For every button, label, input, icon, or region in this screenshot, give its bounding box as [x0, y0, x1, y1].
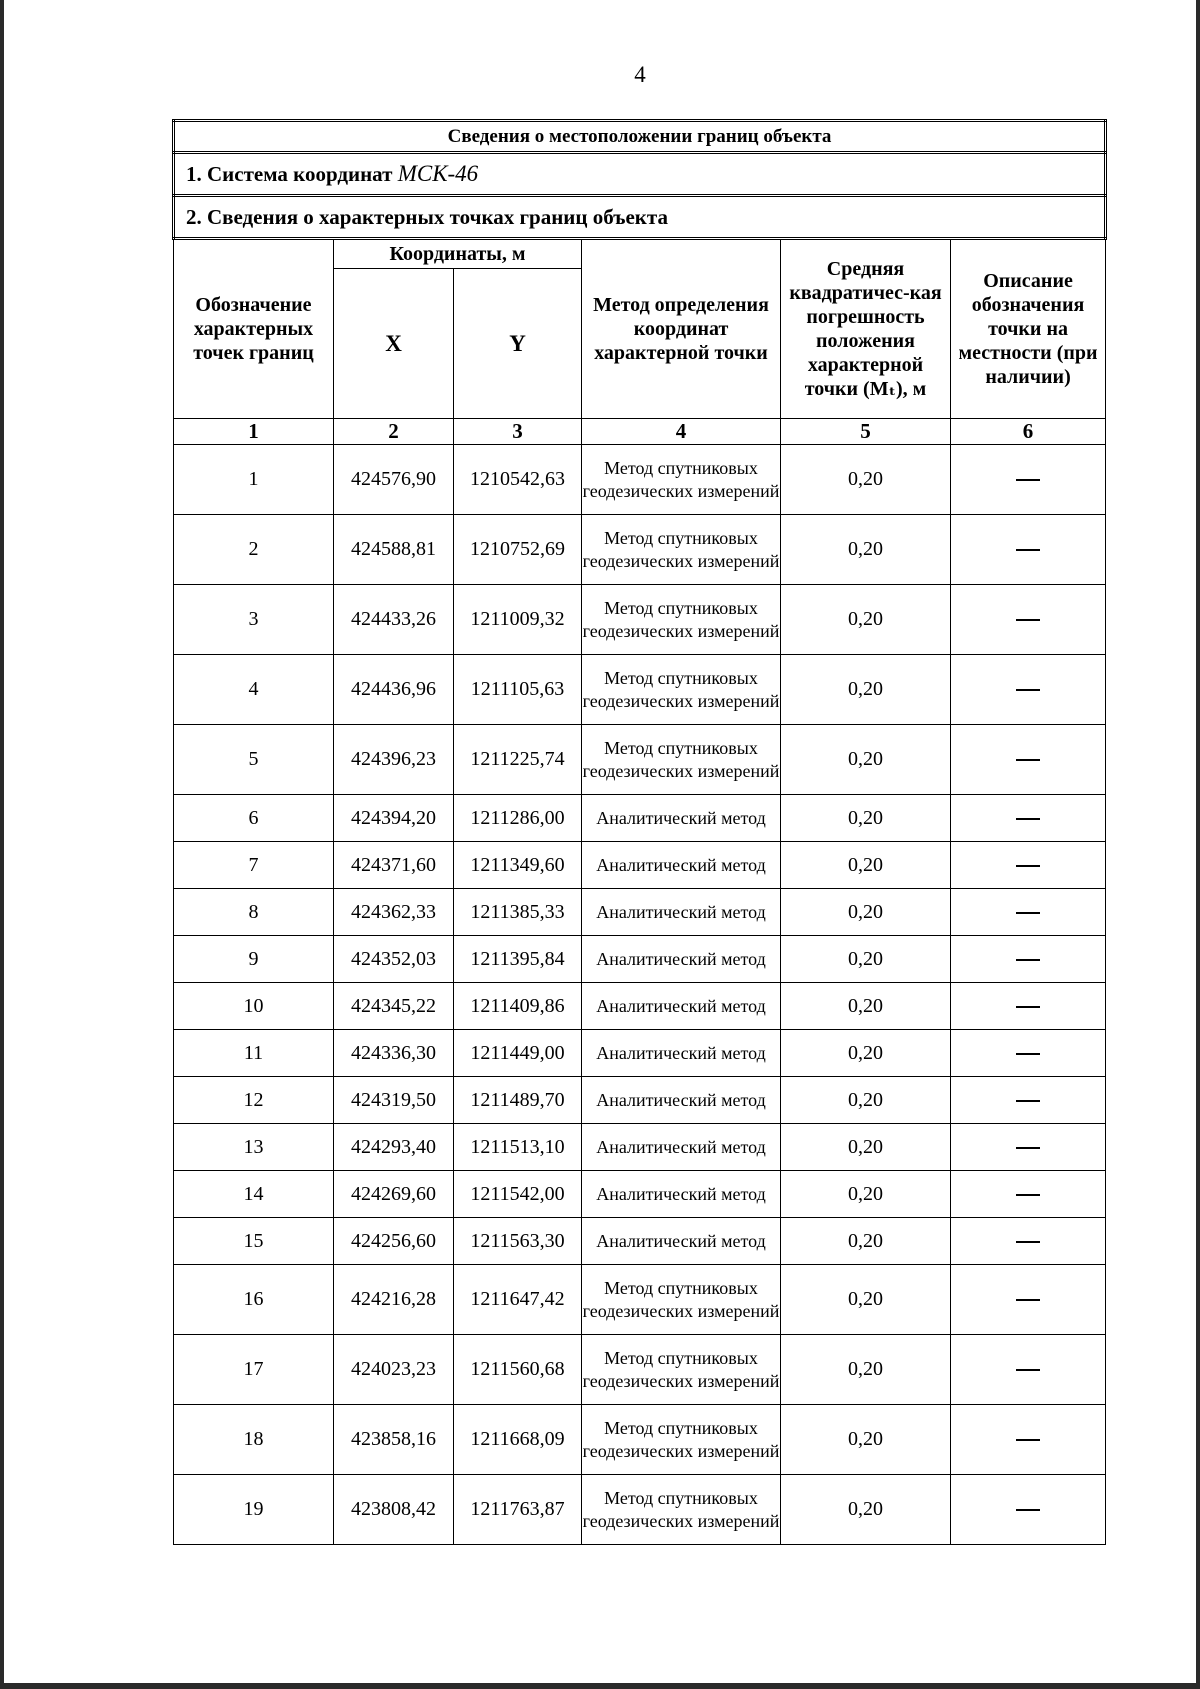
description-cell — [951, 842, 1106, 889]
method-cell: Метод спутниковых геодезических измерений — [582, 445, 781, 515]
error-cell: 0,20 — [781, 1171, 951, 1218]
dash-mark — [1016, 1053, 1040, 1055]
method-cell: Аналитический метод — [582, 936, 781, 983]
header-method: Метод определения координат характерной точки — [582, 239, 781, 419]
dash-mark — [1016, 959, 1040, 961]
point-number-cell: 6 — [174, 795, 334, 842]
x-coordinate-cell: 424345,22 — [334, 983, 454, 1030]
description-cell — [951, 585, 1106, 655]
dash-mark — [1016, 549, 1040, 551]
dash-mark — [1016, 818, 1040, 820]
description-cell — [951, 445, 1106, 515]
table-row — [174, 795, 1106, 842]
table-row — [174, 889, 1106, 936]
header-x: X — [334, 269, 454, 419]
table-row — [174, 1077, 1106, 1124]
y-coordinate-cell: 1211385,33 — [454, 889, 582, 936]
column-number: 1 — [174, 419, 334, 445]
table-row — [174, 445, 1106, 515]
description-cell — [951, 1030, 1106, 1077]
error-cell: 0,20 — [781, 842, 951, 889]
point-number-cell: 10 — [174, 983, 334, 1030]
error-cell: 0,20 — [781, 1077, 951, 1124]
dash-mark — [1016, 1439, 1040, 1441]
y-coordinate-cell: 1211395,84 — [454, 936, 582, 983]
x-coordinate-cell: 424216,28 — [334, 1265, 454, 1335]
method-cell: Аналитический метод — [582, 842, 781, 889]
coordinate-system-label: 1. Система координат — [186, 162, 393, 186]
dash-mark — [1016, 1241, 1040, 1243]
error-cell: 0,20 — [781, 585, 951, 655]
description-cell — [951, 1405, 1106, 1475]
method-cell: Метод спутниковых геодезических измерений — [582, 515, 781, 585]
dash-mark — [1016, 479, 1040, 481]
column-number-row — [174, 419, 1106, 445]
dash-mark — [1016, 1147, 1040, 1149]
boundary-table — [172, 119, 1107, 1545]
error-cell: 0,20 — [781, 889, 951, 936]
table-row — [174, 655, 1106, 725]
y-coordinate-cell: 1211009,32 — [454, 585, 582, 655]
coordinate-system-value: МСК-46 — [397, 161, 479, 186]
dash-mark — [1016, 1006, 1040, 1008]
y-coordinate-cell: 1211560,68 — [454, 1335, 582, 1405]
x-coordinate-cell: 424433,26 — [334, 585, 454, 655]
scan-edge-left — [0, 0, 4, 1689]
x-coordinate-cell: 424336,30 — [334, 1030, 454, 1077]
y-coordinate-cell: 1211647,42 — [454, 1265, 582, 1335]
column-number: 4 — [582, 419, 781, 445]
table-row — [174, 1171, 1106, 1218]
y-coordinate-cell: 1210752,69 — [454, 515, 582, 585]
description-cell — [951, 1171, 1106, 1218]
table-row — [174, 1030, 1106, 1077]
point-number-cell: 1 — [174, 445, 334, 515]
description-cell — [951, 1124, 1106, 1171]
title-row — [174, 121, 1106, 153]
x-coordinate-cell: 424371,60 — [334, 842, 454, 889]
description-cell — [951, 1265, 1106, 1335]
y-coordinate-cell: 1211105,63 — [454, 655, 582, 725]
table-row — [174, 1218, 1106, 1265]
column-number: 5 — [781, 419, 951, 445]
error-cell: 0,20 — [781, 515, 951, 585]
table-row — [174, 1475, 1106, 1545]
scan-edge-bottom — [0, 1683, 1200, 1689]
method-cell: Аналитический метод — [582, 983, 781, 1030]
y-coordinate-cell: 1211286,00 — [454, 795, 582, 842]
method-cell: Аналитический метод — [582, 1077, 781, 1124]
method-cell: Метод спутниковых геодезических измерений — [582, 725, 781, 795]
y-coordinate-cell: 1211409,86 — [454, 983, 582, 1030]
dash-mark — [1016, 1299, 1040, 1301]
y-coordinate-cell: 1211513,10 — [454, 1124, 582, 1171]
description-cell — [951, 936, 1106, 983]
method-cell: Аналитический метод — [582, 1124, 781, 1171]
error-cell: 0,20 — [781, 655, 951, 725]
x-coordinate-cell: 424319,50 — [334, 1077, 454, 1124]
description-cell — [951, 795, 1106, 842]
dash-mark — [1016, 689, 1040, 691]
error-cell: 0,20 — [781, 445, 951, 515]
x-coordinate-cell: 424023,23 — [334, 1335, 454, 1405]
method-cell: Аналитический метод — [582, 1171, 781, 1218]
y-coordinate-cell: 1211668,09 — [454, 1405, 582, 1475]
dash-mark — [1016, 1369, 1040, 1371]
table-row — [174, 1335, 1106, 1405]
x-coordinate-cell: 424588,81 — [334, 515, 454, 585]
method-cell: Метод спутниковых геодезических измерений — [582, 1335, 781, 1405]
point-number-cell: 15 — [174, 1218, 334, 1265]
method-cell: Метод спутниковых геодезических измерений — [582, 1265, 781, 1335]
x-coordinate-cell: 424576,90 — [334, 445, 454, 515]
description-cell — [951, 725, 1106, 795]
point-number-cell: 14 — [174, 1171, 334, 1218]
x-coordinate-cell: 423808,42 — [334, 1475, 454, 1545]
point-number-cell: 9 — [174, 936, 334, 983]
error-cell: 0,20 — [781, 795, 951, 842]
dash-mark — [1016, 912, 1040, 914]
method-cell: Метод спутниковых геодезических измерений — [582, 655, 781, 725]
y-coordinate-cell: 1211489,70 — [454, 1077, 582, 1124]
description-cell — [951, 1218, 1106, 1265]
page-number: 4 — [634, 62, 646, 87]
table-title: Сведения о местоположении границ объекта — [174, 121, 1106, 153]
point-number-cell: 7 — [174, 842, 334, 889]
x-coordinate-cell: 424362,33 — [334, 889, 454, 936]
error-cell: 0,20 — [781, 1335, 951, 1405]
dash-mark — [1016, 1194, 1040, 1196]
table-row — [174, 585, 1106, 655]
method-cell: Аналитический метод — [582, 889, 781, 936]
method-cell: Аналитический метод — [582, 1218, 781, 1265]
point-number-cell: 8 — [174, 889, 334, 936]
error-cell: 0,20 — [781, 1405, 951, 1475]
method-cell: Метод спутниковых геодезических измерений — [582, 1475, 781, 1545]
description-cell — [951, 983, 1106, 1030]
point-number-cell: 13 — [174, 1124, 334, 1171]
y-coordinate-cell: 1211763,87 — [454, 1475, 582, 1545]
method-cell: Метод спутниковых геодезических измерений — [582, 1405, 781, 1475]
error-cell: 0,20 — [781, 725, 951, 795]
column-number: 3 — [454, 419, 582, 445]
description-cell — [951, 1335, 1106, 1405]
x-coordinate-cell: 424352,03 — [334, 936, 454, 983]
table-row — [174, 1405, 1106, 1475]
description-cell — [951, 889, 1106, 936]
dash-mark — [1016, 619, 1040, 621]
coordinate-system-cell — [174, 153, 1106, 196]
point-number-cell: 18 — [174, 1405, 334, 1475]
table-row — [174, 983, 1106, 1030]
header-mean-square-error: Средняя квадратичес-кая погрешность положения характерной точки (Mₜ), м — [781, 239, 951, 419]
table-row — [174, 842, 1106, 889]
dash-mark — [1016, 759, 1040, 761]
error-cell: 0,20 — [781, 936, 951, 983]
header-point-designation: Обозначение характерных точек границ — [174, 239, 334, 419]
table-row — [174, 1124, 1106, 1171]
column-number: 2 — [334, 419, 454, 445]
x-coordinate-cell: 424293,40 — [334, 1124, 454, 1171]
section2-heading: 2. Сведения о характерных точках границ объекта — [174, 196, 1106, 239]
x-coordinate-cell: 424394,20 — [334, 795, 454, 842]
method-cell: Метод спутниковых геодезических измерений — [582, 585, 781, 655]
header-y: Y — [454, 269, 582, 419]
y-coordinate-cell: 1210542,63 — [454, 445, 582, 515]
dash-mark — [1016, 865, 1040, 867]
table-row — [174, 725, 1106, 795]
y-coordinate-cell: 1211542,00 — [454, 1171, 582, 1218]
error-cell: 0,20 — [781, 1218, 951, 1265]
error-cell: 0,20 — [781, 1475, 951, 1545]
y-coordinate-cell: 1211449,00 — [454, 1030, 582, 1077]
header-point-description: Описание обозначения точки на местности (при наличии) — [951, 239, 1106, 419]
y-coordinate-cell: 1211225,74 — [454, 725, 582, 795]
error-cell: 0,20 — [781, 1124, 951, 1171]
description-cell — [951, 1475, 1106, 1545]
description-cell — [951, 655, 1106, 725]
point-number-cell: 4 — [174, 655, 334, 725]
x-coordinate-cell: 424269,60 — [334, 1171, 454, 1218]
error-cell: 0,20 — [781, 983, 951, 1030]
point-number-cell: 3 — [174, 585, 334, 655]
y-coordinate-cell: 1211349,60 — [454, 842, 582, 889]
table-row — [174, 1265, 1106, 1335]
point-number-cell: 19 — [174, 1475, 334, 1545]
table-body — [174, 121, 1106, 1545]
scan-edge-right — [1196, 0, 1200, 1689]
point-number-cell: 5 — [174, 725, 334, 795]
error-cell: 0,20 — [781, 1265, 951, 1335]
method-cell: Аналитический метод — [582, 1030, 781, 1077]
column-number: 6 — [951, 419, 1106, 445]
header-row-1 — [174, 239, 1106, 269]
point-number-cell: 2 — [174, 515, 334, 585]
y-coordinate-cell: 1211563,30 — [454, 1218, 582, 1265]
section1-row — [174, 153, 1106, 196]
dash-mark — [1016, 1100, 1040, 1102]
point-number-cell: 17 — [174, 1335, 334, 1405]
point-number-cell: 12 — [174, 1077, 334, 1124]
x-coordinate-cell: 424396,23 — [334, 725, 454, 795]
section2-row — [174, 196, 1106, 239]
point-number-cell: 11 — [174, 1030, 334, 1077]
description-cell — [951, 515, 1106, 585]
x-coordinate-cell: 424436,96 — [334, 655, 454, 725]
x-coordinate-cell: 424256,60 — [334, 1218, 454, 1265]
error-cell: 0,20 — [781, 1030, 951, 1077]
description-cell — [951, 1077, 1106, 1124]
table-row — [174, 936, 1106, 983]
x-coordinate-cell: 423858,16 — [334, 1405, 454, 1475]
table-row — [174, 515, 1106, 585]
dash-mark — [1016, 1509, 1040, 1511]
point-number-cell: 16 — [174, 1265, 334, 1335]
method-cell: Аналитический метод — [582, 795, 781, 842]
header-coordinates-group: Координаты, м — [334, 239, 582, 269]
